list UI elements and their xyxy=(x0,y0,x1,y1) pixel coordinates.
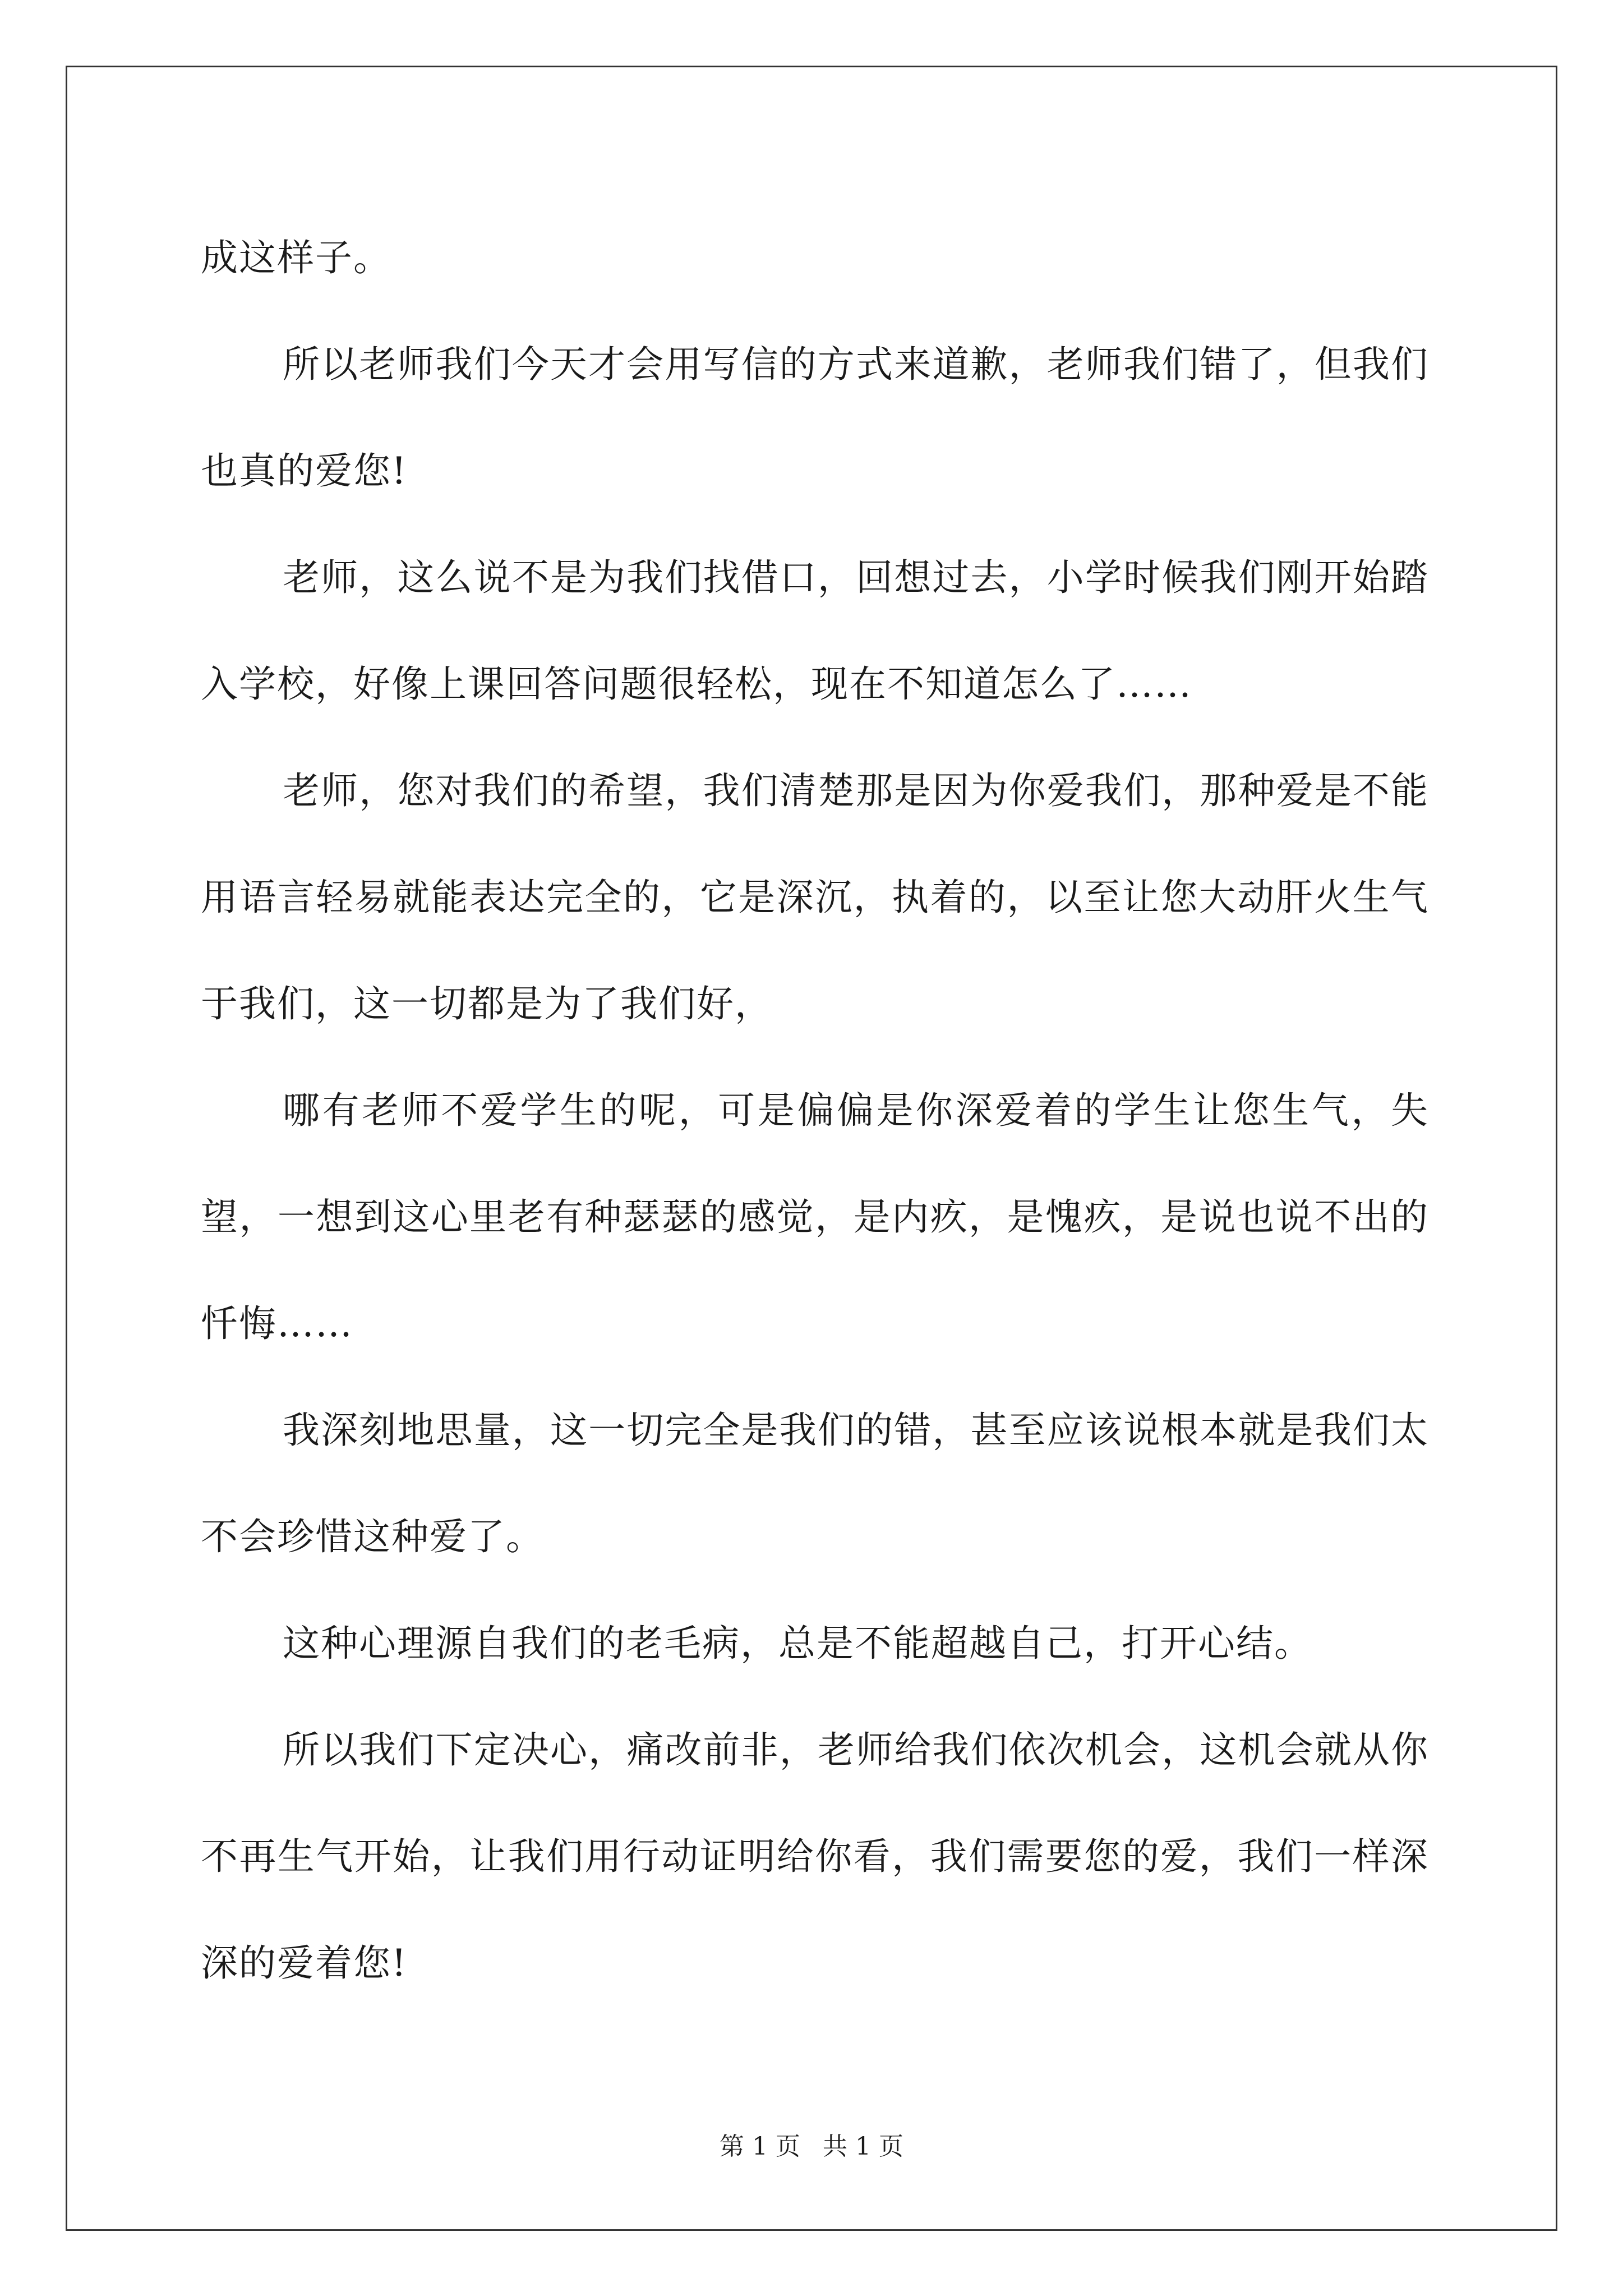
page-footer xyxy=(0,2126,1623,2162)
paragraph: 成这样子。 xyxy=(201,236,391,279)
paragraph: 所以我们下定决心，痛改前非，老师给我们依次机会，这机会就从你不再生气开始，让我们用行动证明给你看，我们需要您的爱，我们一样深深的爱着您! xyxy=(201,1728,1429,1985)
page-number: 第 1 页 xyxy=(720,2132,800,2161)
paragraph: 我深刻地思量，这一切完全是我们的错，甚至应该说根本就是我们太不会珍惜这种爱了。 xyxy=(201,1409,1429,1558)
paragraph: 所以老师我们今天才会用写信的方式来道歉，老师我们错了，但我们也真的爱您! xyxy=(201,343,1429,493)
paragraph: 老师，您对我们的希望，我们清楚那是因为你爱我们，那种爱是不能用语言轻易就能表达完全的，它是深沉，执着的，以至让您大动肝火生气于我们，这一切都是为了我们好， xyxy=(201,769,1429,1025)
page-total: 共 1 页 xyxy=(823,2132,903,2161)
paragraph: 哪有老师不爱学生的呢，可是偏偏是你深爱着的学生让您生气，失望，一想到这心里老有种瑟瑟的感觉，是内疚，是愧疚，是说也说不出的忏悔…… xyxy=(201,1089,1429,1345)
paragraph: 老师，这么说不是为我们找借口，回想过去，小学时候我们刚开始踏入学校，好像上课回答问题很轻松，现在不知道怎么了…… xyxy=(201,556,1429,706)
paragraph: 这种心理源自我们的老毛病，总是不能超越自己，打开心结。 xyxy=(283,1622,1312,1665)
document-body xyxy=(201,205,1429,2017)
